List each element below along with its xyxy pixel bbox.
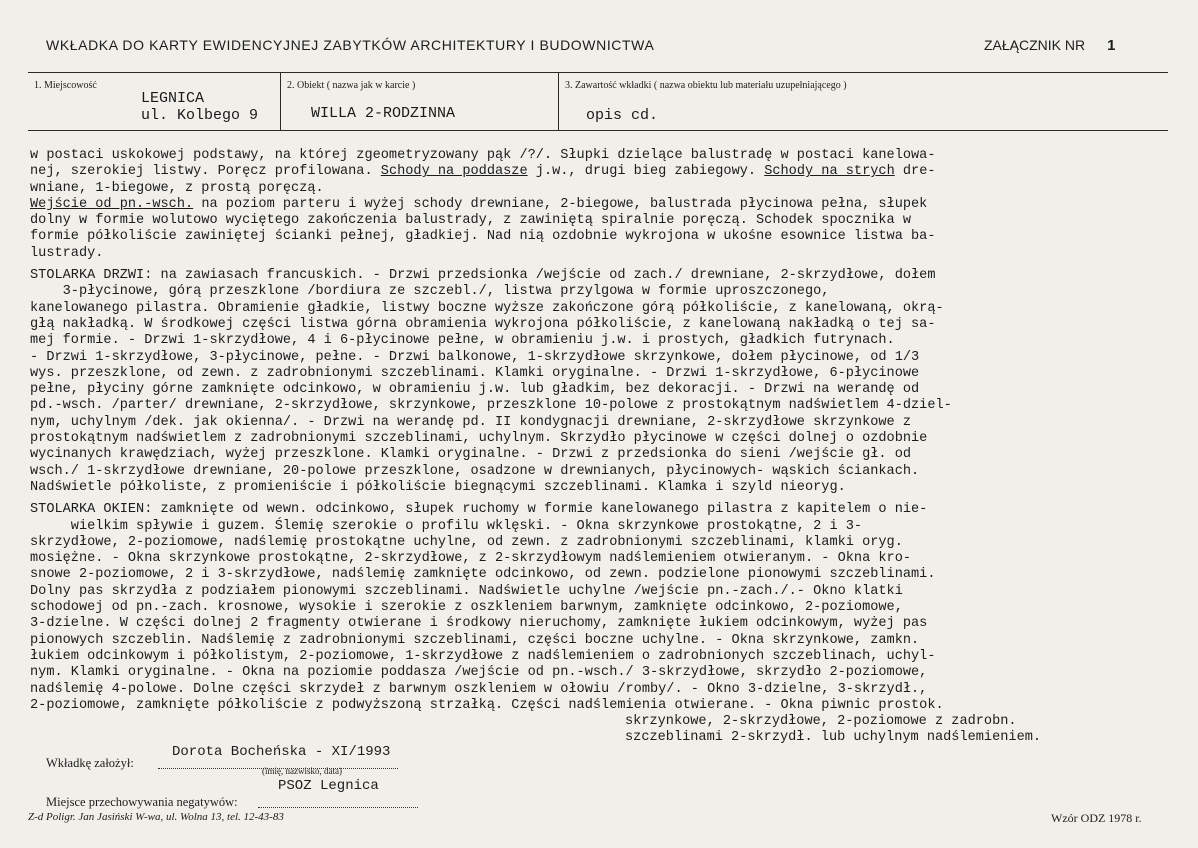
field-locality [28, 73, 281, 130]
text-line: mej formie. - Drzwi 1-skrzydłowe, 4 i 6-płycinowe pełne, w obramieniu j.w. i prostych, gładkich futrynach. [30, 333, 895, 349]
text-line: Dolny pas skrzydła z podziałem pionowymi szczeblinami. Nadświetle uchylne /wejście pn.-zach./.- Okno klatki [30, 583, 903, 599]
text-line: w postaci uskokowej podstawy, na której zgeometryzowany pąk /?/. Słupki dzielące balustradę w postaci kanelowa- [30, 148, 936, 163]
text-line: wycinanych krawędziach, wyżej przeszklone. Klamki oryginalne. - Drzwi z przedsionka do sieni /wejście gł. od [30, 447, 912, 463]
created-by-caption: (imię, nazwisko, data) [262, 766, 342, 776]
text-line: - Drzwi 1-skrzydłowe, 3-płycinowe, pełne. - Drzwi balkonowe, 1-skrzydłowe skrzynkowe, dołem płycinowe, od 1/3 [30, 349, 920, 365]
text-line [30, 164, 1180, 180]
text-line: pd.-wsch. /parter/ drewniane, 2-skrzydłowe, skrzynkowe, przeszklone 10-polowe z prostokątnym nadświetlem 4-dziel- [30, 398, 952, 414]
text-line: szczeblinami 2-skrzydł. lub uchylnym nadślemieniem. [625, 730, 1042, 746]
text-line [30, 268, 1180, 284]
text-span: na zawiasach francuskich. - Drzwi przedsionka /wejście od zach./ drewniane, 2-skrzydłowe, dołem [152, 268, 936, 284]
underlined-heading: Schody na poddasze [380, 164, 528, 180]
text-line: kanelowanego pilastra. Obramienie gładkie, listwy boczne wyższe zakończone górą półkoliście, z kanelowaną, okrą- [30, 300, 944, 316]
text-line: lustrady. [30, 245, 104, 261]
annex-label: ZAŁĄCZNIK NR [984, 37, 1086, 53]
field-locality-label: 1. Miejscowość [34, 80, 97, 91]
text-span: nej, szerokiej listwy. Poręcz profilowana. [30, 164, 381, 180]
text-line: 2-poziomowe, zamknięte półkoliście z podwyższoną strzałką. Części nadślemienia otwierane. - Okna piwnic prostok. [30, 697, 944, 713]
field-contents-value: opis cd. [586, 107, 659, 124]
field-object-value: WILLA 2-RODZINNA [311, 105, 456, 122]
text-line: wys. przeszklone, od zewn. z zadrobnionymi szczeblinami. Klamki oryginalne. - Drzwi 1-skrzydłowe, 6-płycinowe [30, 365, 920, 381]
text-span: dre- [894, 164, 936, 180]
text-line: głą nakładką. W środkowej części listwa górna obramienia wykrojona półkoliście, z kanelowaną nakładką o tej sa- [30, 316, 936, 332]
text-line: wsch./ 1-skrzydłowe drewniane, 20-polowe przeszklone, osadzone w drewnianych, płycinowych- wąskich ściankach. [30, 463, 920, 479]
underlined-heading: Wejście od pn.-wsch. [30, 196, 194, 212]
document-title: WKŁADKA DO KARTY EWIDENCYJNEJ ZABYTKÓW ARCHITEKTURY I BUDOWNICTWA [46, 37, 655, 53]
negatives-line [258, 807, 418, 808]
text-span: na poziom parteru i wyżej schody drewniane, 2-biegowe, balustrada płycinowa pełna, słupek [193, 196, 928, 212]
text-line: mosiężne. - Okna skrzynkowe prostokątne, 2-skrzydłowe, z 2-skrzydłowym nadślemieniem otwieranym. - Okna kro- [30, 551, 912, 567]
text-line: wniane, 1-biegowe, z prostą poręczą. [30, 180, 324, 196]
text-line: nym, uchylnym /dek. jak okienna/. - Drzwi na werandę pd. II kondygnacji drewniane, 2-skrzydłowe skrzynkowe z [30, 414, 912, 430]
text-line: prostokątnym nadświetlem z zadrobnionymi szczeblinami, uchylnym. Skrzydło płycinowe w części dolnej o ozdobnie [30, 431, 928, 447]
field-object-label: 2. Obiekt ( nazwa jak w karcie ) [287, 80, 416, 91]
text-line: skrzynkowe, 2-skrzydłowe, 2-poziomowe z zadrobn. [625, 714, 1017, 730]
underlined-heading: Schody na strych [764, 164, 895, 180]
field-contents [559, 73, 1168, 130]
text-line: łukiem odcinkowym i półkolistym, 2-poziomowe, 1-skrzydłowe z nadślemieniem o zadrobnionych szczeblinach, uchyl- [30, 648, 936, 664]
section-heading: STOLARKA OKIEN: [30, 502, 153, 518]
text-line: skrzydłowe, 2-poziomowe, nadślemię prostokątne uchylne, od zewn. z zadrobnionymi szczeblinami, klamki oryg. [30, 534, 903, 550]
text-line: nadślemię 4-polowe. Dolne części skrzydeł z barwnym oszkleniem w ołowiu /romby/. - Okno 3-dzielne, 3-skrzydł., [30, 681, 928, 697]
text-line: pełne, płyciny górne zamknięte odcinkowo, w obramieniu j.w. lub gładkim, bez dekoracji. - Drzwi na werandę od [30, 382, 920, 398]
negatives-label: Miejsce przechowywania negatywów: [46, 795, 238, 809]
field-object [281, 73, 559, 130]
text-line: formie półkoliście zawiniętej ścianki pełnej, gładkiej. Nad nią ozdobnie wykrojona w ukośne esownice listwa ba- [30, 229, 936, 245]
field-contents-label: 3. Zawartość wkładki ( nazwa obiektu lub materiału uzupełniającego ) [565, 80, 847, 91]
printer-imprint: Z-d Poligr. Jan Jasiński W-wa, ul. Wolna 13, tel. 12-43-83 [28, 811, 284, 823]
section-heading: STOLARKA DRZWI: [30, 268, 153, 284]
text-line [30, 502, 1180, 518]
text-line: snowe 2-poziomowe, 2 i 3-skrzydłowe, nadślemię zamknięte odcinkowo, od zewn. podzielone pionowymi szczeblinami. [30, 567, 936, 583]
text-span: zamknięte od wewn. odcinkowo, słupek ruchomy w formie kanelowanego pilastra z kapitelem o nie- [152, 502, 928, 518]
annex-number-value: 1 [1107, 37, 1116, 54]
header-fields [28, 72, 1168, 131]
text-line: wielkim spływie i guzem. Ślemię szerokie o profilu wklęski. - Okna skrzynkowe prostokątne, 2 i 3- [30, 518, 863, 534]
text-line: 3-płycinowe, górą przeszklone /bordiura ze szczebl./, listwa przylgowa w formie uproszczonego, [30, 284, 830, 300]
form-number: Wzór ODZ 1978 r. [1051, 811, 1142, 825]
text-line: schodowej od pn.-zach. krosnowe, wysokie i szerokie z oszkleniem barwnym, zamknięte odcinkowo, 2-poziomowe, [30, 600, 903, 616]
institution-value: PSOZ Legnica [278, 778, 379, 794]
description-body [30, 148, 1180, 747]
text-line: Nadświetle półkoliste, z promieniście i półkoliście biegnącymi szczeblinami. Klamka i szyld nieoryg. [30, 479, 846, 495]
created-by-value: Dorota Bocheńska - XI/1993 [172, 744, 391, 760]
text-line: pionowych szczeblin. Nadślemię z zadrobnionymi szczeblinami, części boczne uchylne. - Okna skrzynkowe, zamkn. [30, 632, 920, 648]
text-line: dolny w formie wolutowo wyciętego zakończenia balustrady, z zawiniętą spiralnie poręczą. Schodek spocznika w [30, 213, 912, 229]
text-line [30, 197, 1180, 213]
field-locality-value: LEGNICA ul. Kolbego 9 [141, 90, 259, 124]
text-line: nym. Klamki oryginalne. - Okna na poziomie poddasza /wejście od pn.-wsch./ 3-skrzydłowe, skrzydło 2-poziomowe, [30, 665, 928, 681]
annex-number [984, 37, 1115, 54]
created-by-label: Wkładkę założył: [46, 756, 134, 770]
text-span: j.w., drugi bieg zabiegowy. [527, 164, 765, 180]
text-line: 3-dzielne. W części dolnej 2 fragmenty otwierane i środkowy nieruchomy, zamknięte łukiem odcinkowym, wyżej pas [30, 616, 928, 632]
